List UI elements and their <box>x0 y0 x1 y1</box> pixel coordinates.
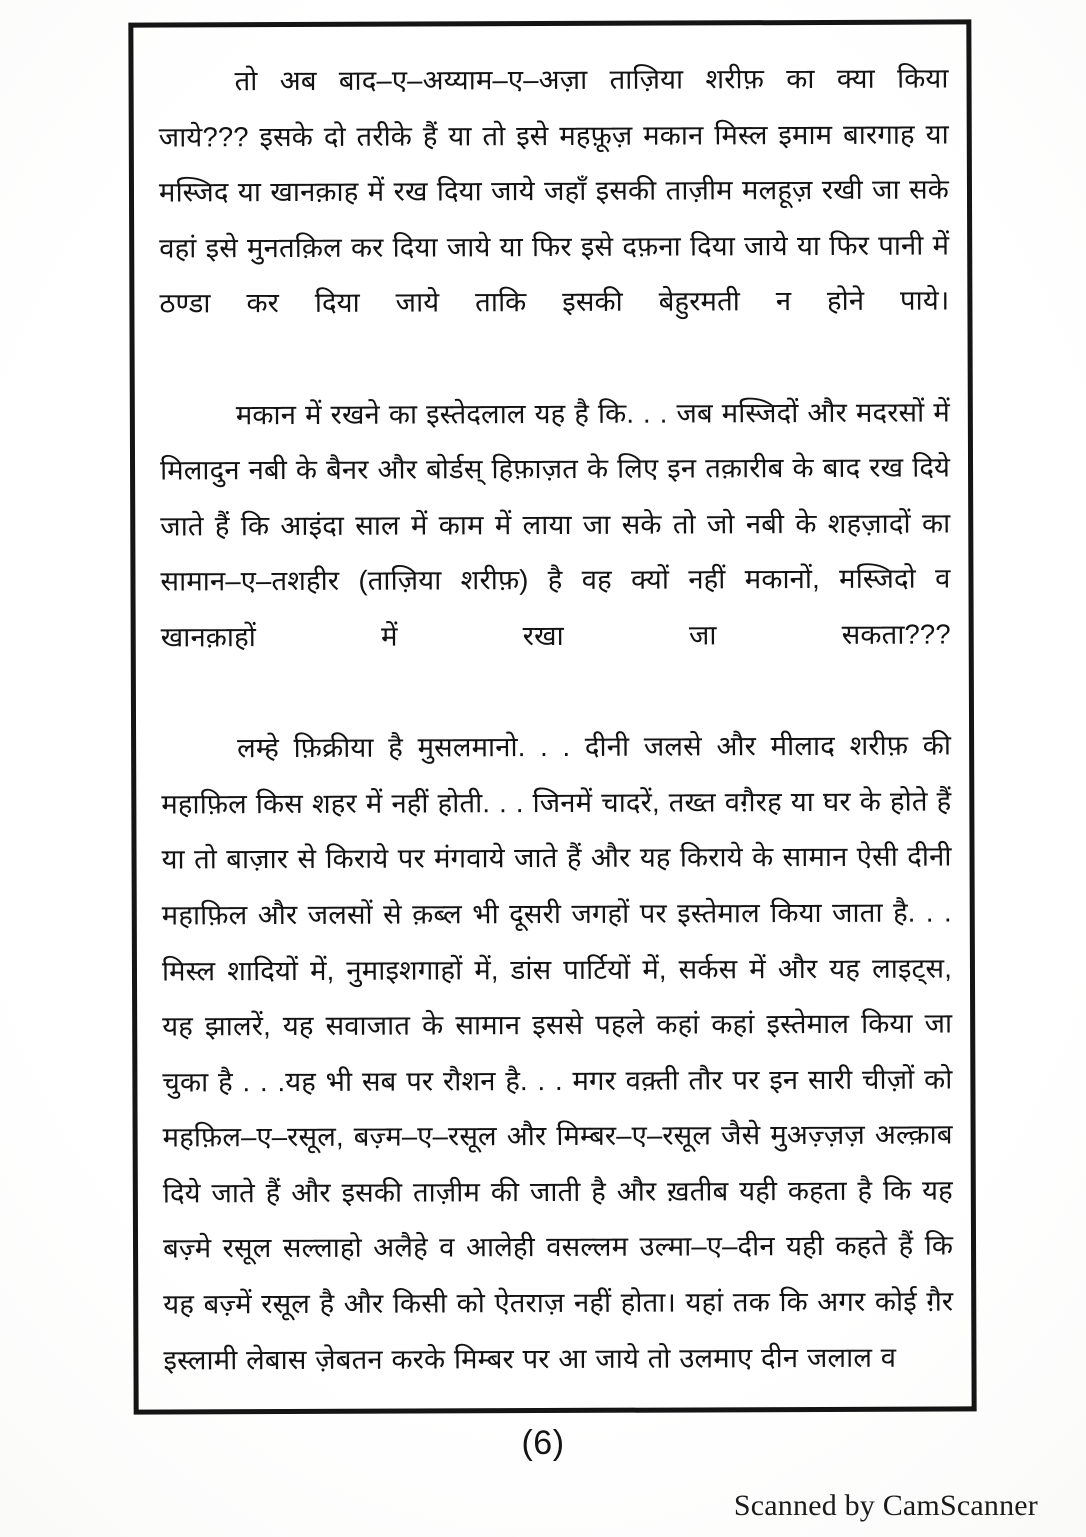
page-text-block <box>158 50 953 1383</box>
paragraph-2: मकान में रखने का इस्तेदलाल यह है कि. . . जब मस्जिदों और मदरसों में मिलादुन नबी के बैनर और बोर्डस् हिफ़ाज़त के लिए इन तक़ारीब के बाद रख दिये जाते हैं कि आइंदा साल में काम में लाया जा सके तो जो नबी के शहज़ादों का सामान–ए–तशहीर (ताज़िया शरीफ़) है वह क्यों नहीं मकानों, मस्जिदो व खानक़ाहों में रखा जा सकता??? <box>159 396 951 653</box>
paragraph-1: तो अब बाद–ए–अय्याम–ए–अज़ा ताज़िया शरीफ़ का क्या किया जाये??? इसके दो तरीके हैं या तो इसे महफ़ूज़ मकान मिस्ल इमाम बारगाह या मस्जिद या खानक़ाह में रख दिया जाये जहाँ इसकी ताज़ीम मलहूज़ रखी जा सके वहां इसे मुनतक़िल कर दिया जाये या फिर इसे दफ़ना दिया जाये या फिर पानी में ठण्डा कर दिया जाये ताकि इसकी बेहुरमती न होने पाये। <box>158 62 950 319</box>
page-number: (6) <box>521 1424 565 1462</box>
camscanner-watermark: Scanned by CamScanner <box>733 1489 1038 1522</box>
paragraph-3: लम्हे फ़िक्रीया है मुसलमानो. . . दीनी जलसे और मीलाद शरीफ़ की महाफ़िल किस शहर में नहीं होती. . . जिनमें चादरें, तख्त वग़ैरह या घर के होते हैं या तो बाज़ार से किराये पर मंगवाये जाते हैं और यह किराये के सामान ऐसी दीनी महाफ़िल और जलसों से क़ब्ल भी दूसरी जगहों पर इस्तेमाल किया जाता है. . . मिस्ल शादियों में, नुमाइशगाहों में, डांस पार्टियों में, सर्कस में और यह लाइट्स, यह झालरें, यह सवाजात के सामान इससे पहले कहां कहां इस्तेमाल किया जा चुका है . . .यह भी सब पर रौशन है. . . मगर वक़्ती तौर पर इन सारी चीज़ों को महफ़िल–ए–रसूल, बज़्म–ए–रसूल और मिम्बर–ए–रसूल जैसे मुअज़्ज़ज़ अल्क़ाब दिये जाते हैं और इसकी ताज़ीम की जाती है और ख़तीब यही कहता है कि यह बज़्मे रसूल सल्लाहो अलैहे व आलेही वसल्लम उल्मा–ए–दीन यही कहते हैं कि यह बज़्में रसूल है और किसी को ऐतराज़ नहीं होता। यहां तक कि अगर कोई ग़ैर इस्लामी लेबास ज़ेबतन करके मिम्बर पर आ जाये तो उलमाए दीन जलाल व <box>161 729 954 1376</box>
